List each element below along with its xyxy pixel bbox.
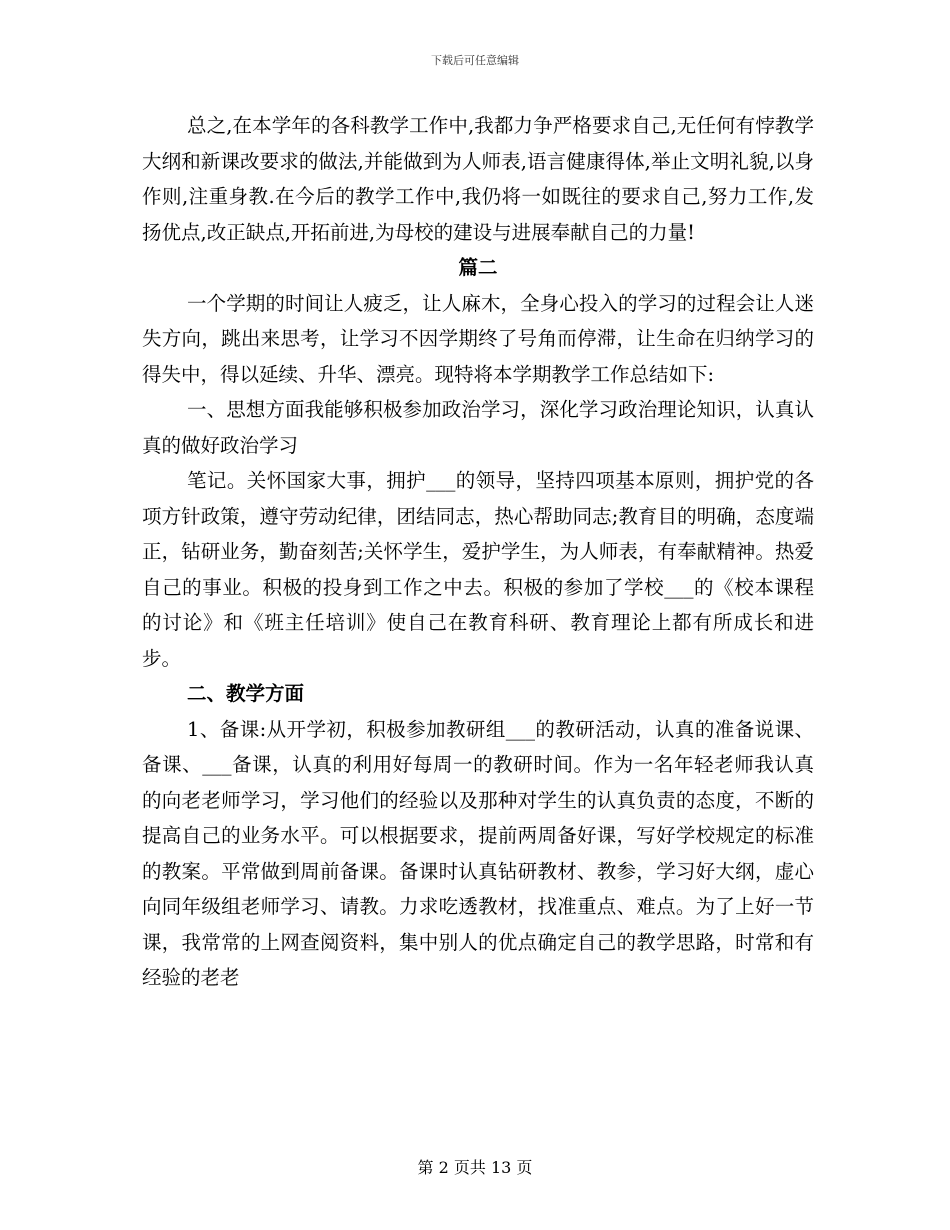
paragraph-intro: 一个学期的时间让人疲乏，让人麻木，全身心投入的学习的过程会让人迷失方向，跳出来思考，让学习不因学期终了号角而停滞，让生命在归纳学习的得失中，得以延续、升华、漂亮。现特将本学期教学工作总结如下:: [142, 291, 814, 386]
document-body: [142, 108, 814, 996]
paragraph-conclusion: 总之,在本学年的各科教学工作中,我都力争严格要求自己,无任何有悖教学大纲和新课改要求的做法,并能做到为人师表,语言健康得体,举止文明礼貌,以身作则,注重身教.在今后的教学工作中,我仍将一如既往的要求自己,努力工作,发扬优点,改正缺点,开拓前进,为母校的建设与进展奉献自己的力量!: [142, 114, 814, 244]
section-heading-teaching: 二、教学方面: [187, 682, 305, 705]
page-footer: 第 2 页共 13 页: [417, 1158, 533, 1177]
paragraph-notes: 笔记。关怀国家大事，拥护___的领导，坚持四项基本原则，拥护党的各项方针政策，遵守劳动纪律，团结同志，热心帮助同志;教育目的明确，态度端正，钻研业务，勤奋刻苦;关怀学生，爱护学生，为人师表，有奉献精神。热爱自己的事业。积极的投身到工作之中去。积极的参加了学校___的《校本课程的讨论》和《班主任培训》使自己在教育科研、教育理论上都有所成长和进步。: [142, 469, 814, 670]
paragraph-lesson-prep: 1、备课:从开学初，积极参加教研组___的教研活动，认真的准备说课、备课、___备课，认真的利用好每周一的教研时间。作为一名年轻老师我认真的向老老师学习，学习他们的经验以及那种对学生的认真负责的态度，不断的提高自己的业务水平。可以根据要求，提前两周备好课，写好学校规定的标准的教案。平常做到周前备课。备课时认真钻研教材、教参，学习好大纲，虚心向同年级组老师学习、请教。力求吃透教材，找准重点、难点。为了上好一节课，我常常的上网查阅资料，集中别人的优点确定自己的教学思路，时常和有经验的老老: [142, 717, 814, 989]
page-header: 下载后可任意编辑: [431, 54, 519, 67]
paragraph-ideology: 一、思想方面我能够积极参加政治学习，深化学习政治理论知识，认真认真的做好政治学习: [142, 398, 814, 457]
section-heading-part-two: 篇二: [458, 256, 498, 279]
